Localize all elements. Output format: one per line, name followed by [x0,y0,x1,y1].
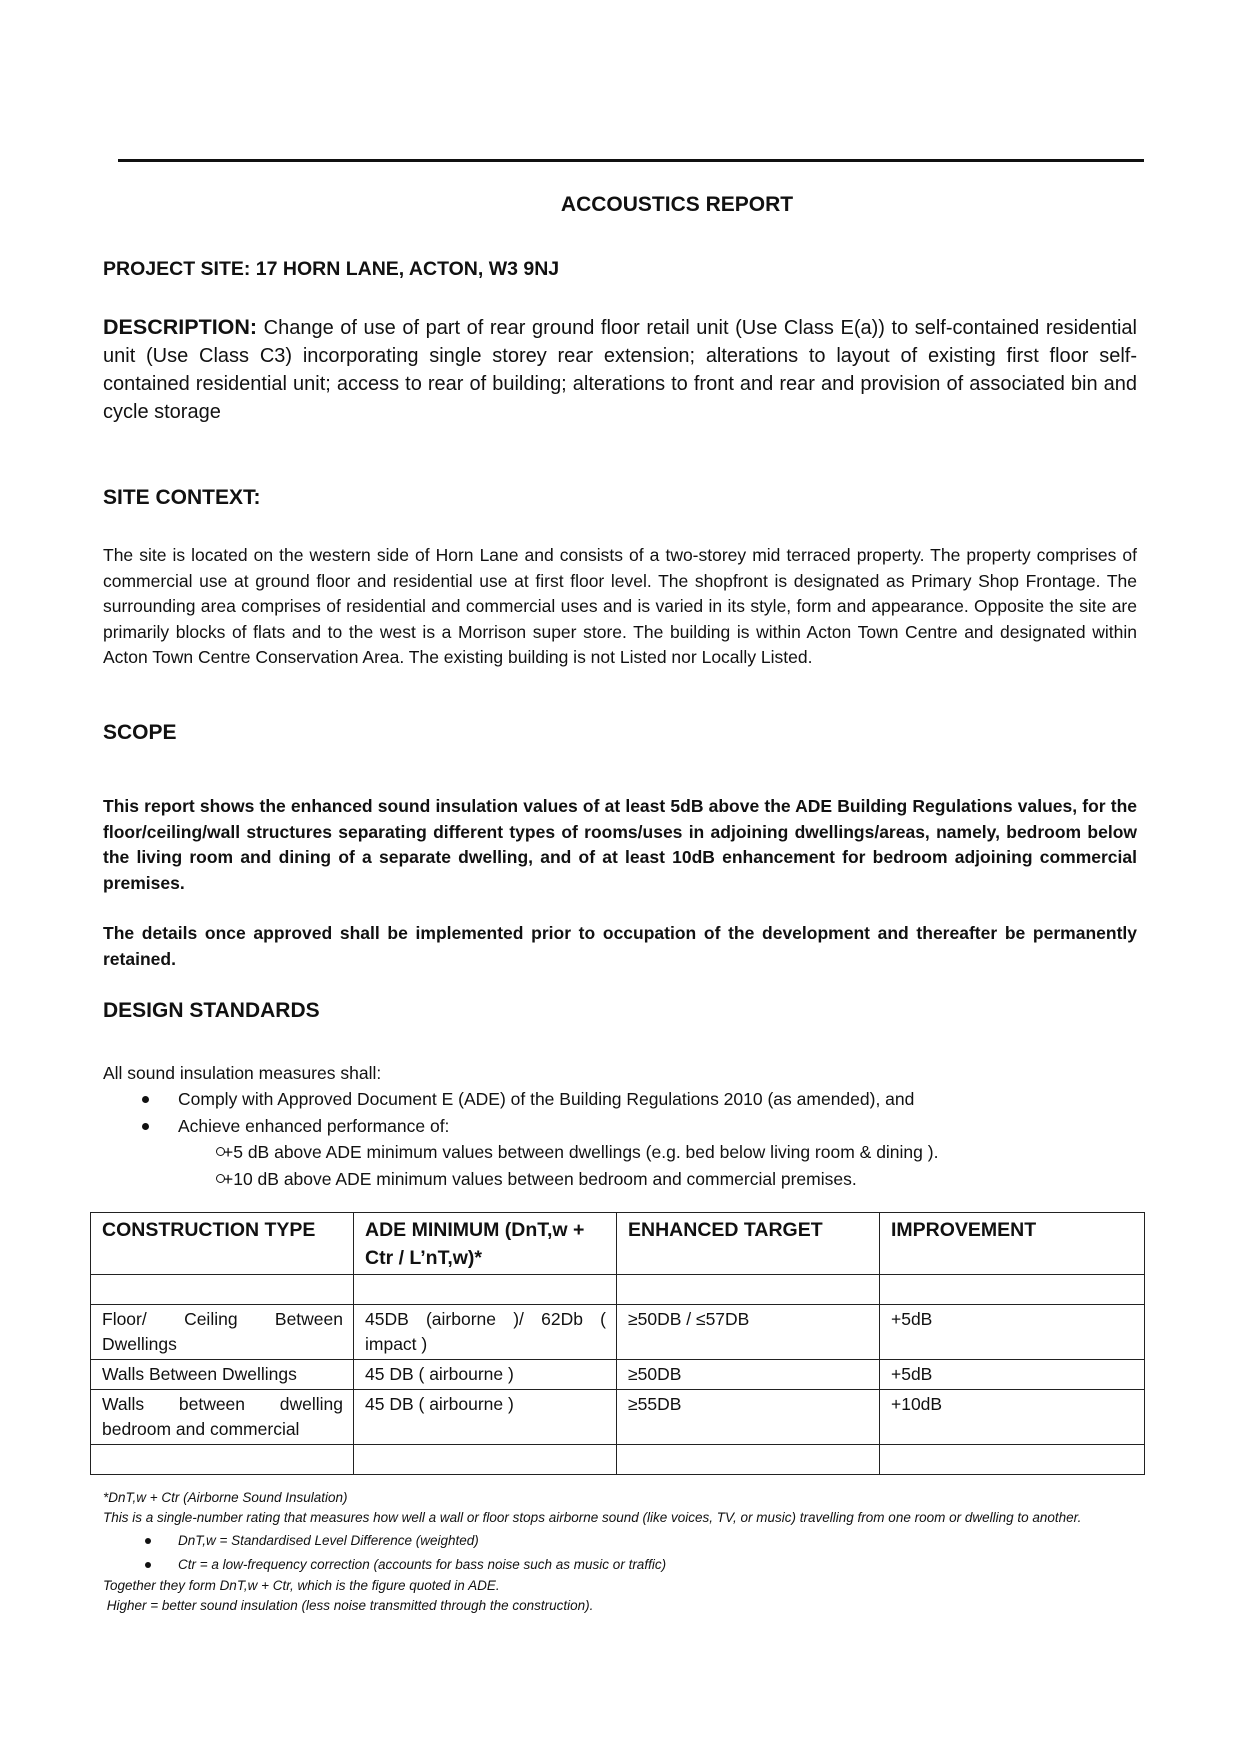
table-row [91,1445,1145,1475]
table-cell: 45 DB ( airbourne ) [354,1360,617,1390]
header-rule [118,159,1144,162]
footnote-line: Higher = better sound insulation (less noise transmitted through the construction). [103,1598,594,1613]
list-item: Ctr = a low-frequency correction (accounts for bass noise such as music or traffic) [103,1554,1137,1576]
table-cell [617,1275,880,1305]
bullet-icon [142,1123,149,1130]
table-cell: Walls Between Dwellings [91,1360,354,1390]
bullet-icon [145,1538,151,1544]
site-context-heading: SITE CONTEXT: [103,486,261,509]
table-header-cell: CONSTRUCTION TYPE [91,1213,354,1275]
footnote-line: Together they form DnT,w + Ctr, which is the figure quoted in ADE. [103,1578,500,1593]
footnote-line: *DnT,w + Ctr (Airborne Sound Insulation) [103,1490,348,1505]
table-cell [354,1445,617,1475]
circle-bullet-icon [216,1147,225,1156]
design-standards-sublist [103,1139,1163,1192]
scope-paragraph-2: The details once approved shall be implemented prior to occupation of the development and thereafter be permanently retained. [103,923,1137,969]
table-header-cell: IMPROVEMENT [880,1213,1145,1275]
table-cell: +5dB [880,1305,1145,1360]
table-header-row [91,1213,1145,1275]
table-row [91,1305,1145,1360]
description-paragraph [103,313,1137,426]
table-row [91,1360,1145,1390]
list-item: Comply with Approved Document E (ADE) of the Building Regulations 2010 (as amended), and [103,1086,1153,1113]
table-cell [617,1445,880,1475]
table-header-cell: ADE MINIMUM (DnT,w + Ctr / L’nT,w)* [354,1213,617,1275]
table-cell: ≥55DB [617,1390,880,1445]
scope-heading: SCOPE [103,721,177,744]
scope-paragraph-1: This report shows the enhanced sound insulation values of at least 5dB above the ADE Building Regulations values, for the floor/ceiling/wall structures separating different types of rooms/uses in adjoining dwellings/areas, namely, bedroom below the living room and dining of a separate dwelling, and of at least 10dB enhancement for bedroom adjoining commercial premises. [103,796,1137,893]
project-site: PROJECT SITE: 17 HORN LANE, ACTON, W3 9NJ [103,258,560,280]
table-cell [91,1275,354,1305]
table-cell: 45DB (airborne )/ 62Db ( impact ) [354,1305,617,1360]
bullet-icon [142,1096,149,1103]
sub-list-item: +5 dB above ADE minimum values between dwellings (e.g. bed below living room & dining ). [103,1139,1163,1166]
table-cell: ≥50DB / ≤57DB [617,1305,880,1360]
table-cell: Walls between dwelling bedroom and commercial [91,1390,354,1445]
table-row [91,1390,1145,1445]
list-item: DnT,w = Standardised Level Difference (weighted) [103,1528,1137,1554]
footnotes [103,1488,1137,1616]
design-standards-intro: All sound insulation measures shall: [103,1063,382,1083]
circle-bullet-icon [216,1174,225,1183]
design-standards-list [103,1086,1153,1139]
design-standards-heading: DESIGN STANDARDS [103,999,320,1022]
table-cell: Floor/ Ceiling Between Dwellings [91,1305,354,1360]
list-item: Achieve enhanced performance of: [103,1113,1153,1140]
table-cell: +10dB [880,1390,1145,1445]
site-context-text: The site is located on the western side of Horn Lane and consists of a two-storey mid terraced property. The property comprises of commercial use at ground floor and residential use at first floor level. The shopfront is designated as Primary Shop Frontage. The surrounding area comprises of residential and commercial uses and is varied in its style, form and appearance. Opposite the site are primarily blocks of flats and to the west is a Morrison super store. The building is within Acton Town Centre and designated within Acton Town Centre Conservation Area. The existing building is not Listed nor Locally Listed. [103,545,1137,667]
table-row [91,1275,1145,1305]
table-header-cell: ENHANCED TARGET [617,1213,880,1275]
table-cell [880,1445,1145,1475]
table-cell: +5dB [880,1360,1145,1390]
table-cell [880,1275,1145,1305]
description-text: Change of use of part of rear ground floor retail unit (Use Class E(a)) to self-contained residential unit (Use Class C3) incorporating single storey rear extension; alterations to layout of existing first floor self-contained residential unit; access to rear of building; alterations to front and rear and provision of associated bin and cycle storage [103,317,1137,423]
table-cell [91,1445,354,1475]
table-cell [354,1275,617,1305]
sub-list-item: +10 dB above ADE minimum values between bedroom and commercial premises. [103,1166,1163,1193]
bullet-icon [145,1562,151,1568]
report-title: ACCOUSTICS REPORT [560,193,794,216]
standards-table [90,1212,1145,1475]
footnote-list [103,1528,1137,1576]
footnote-line: This is a single-number rating that measures how well a wall or floor stops airborne sound (like voices, TV, or music) travelling from one room or dwelling to another. [103,1510,1082,1525]
table-cell: 45 DB ( airbourne ) [354,1390,617,1445]
table-cell: ≥50DB [617,1360,880,1390]
description-label: DESCRIPTION: [103,315,258,339]
